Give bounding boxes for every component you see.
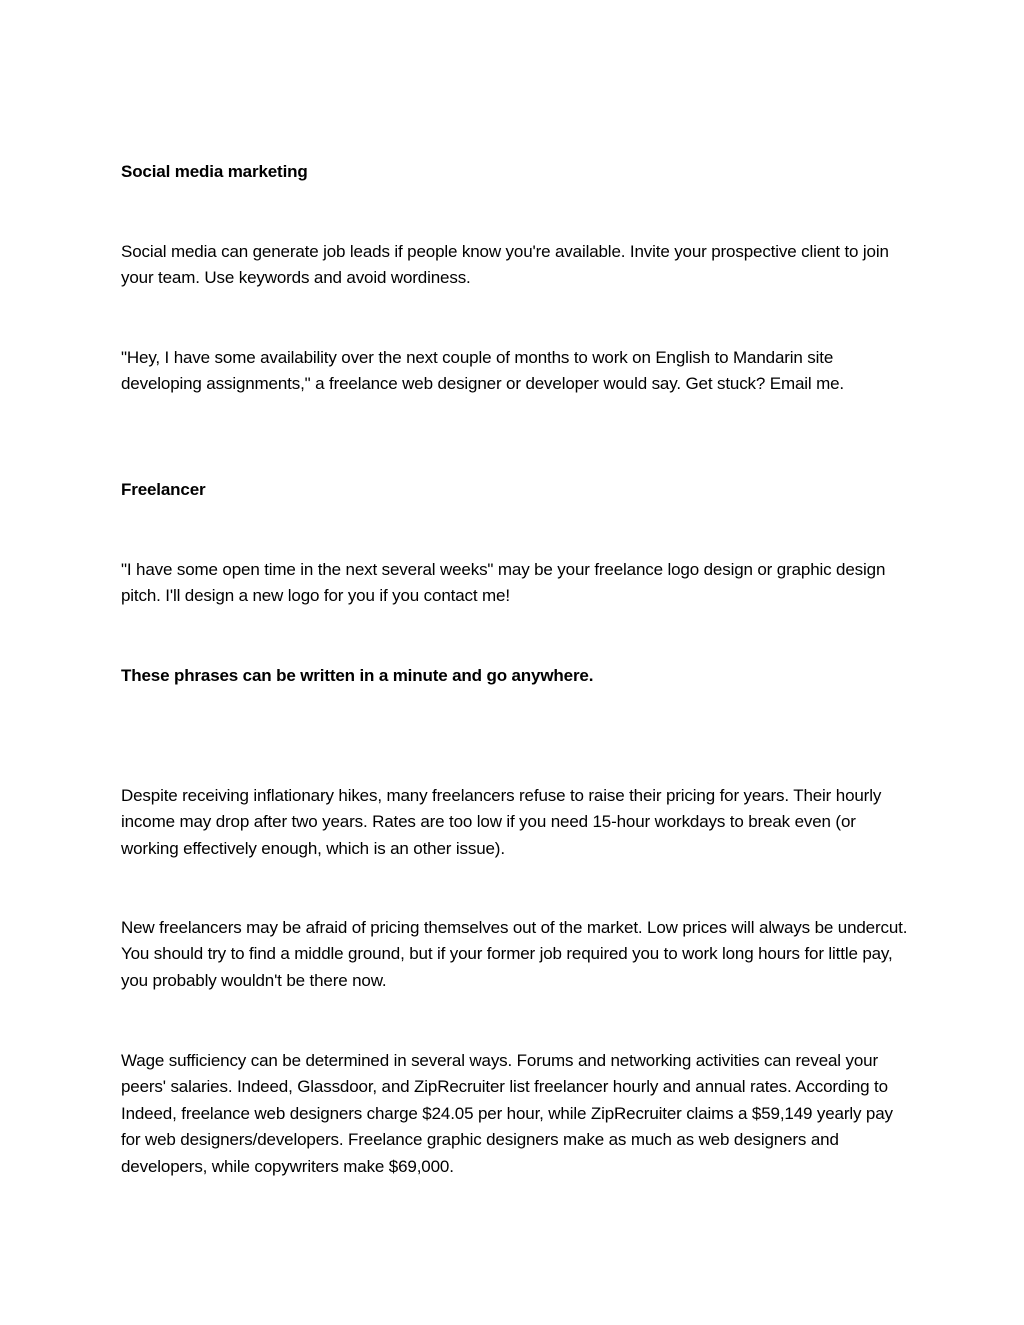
paragraph-quote-mandarin: "Hey, I have some availability over the next couple of months to work on English to Mandarin site developing assignments," a freelance web designer or developer would say. Get stuck? Email me. (121, 348, 845, 394)
paragraph-pricing: New freelancers may be afraid of pricing themselves out of the market. Low prices will always be undercut. You should try to find a middle ground, but if your former job required you to work long hours for little pay, you probably wouldn't be there now. (121, 918, 908, 990)
heading-freelancer: Freelancer (121, 480, 206, 499)
paragraph-wage: Wage sufficiency can be determined in several ways. Forums and networking activities can reveal your peers' salaries. Indeed, Glassdoor, and ZipRecruiter list freelancer hourly and annual rates. According to Indeed, freelance web designers charge $24.05 per hour, while ZipRecruiter claims a $59,149 yearly pay for web designers/developers. Freelance graphic designers make as much as web designers and developers, while copywriters make $69,000. (121, 1051, 893, 1176)
paragraph-phrases: These phrases can be written in a minute and go anywhere. (121, 666, 594, 685)
paragraph-quote-logo: "I have some open time in the next several weeks" may be your freelance logo design or graphic design pitch. I'll design a new logo for you if you contact me! (121, 560, 886, 606)
heading-social-media-marketing: Social media marketing (121, 162, 308, 181)
paragraph-inflation: Despite receiving inflationary hikes, many freelancers refuse to raise their pricing for years. Their hourly income may drop after two years. Rates are too low if you need 15-hour workdays to break even (or working effectively enough, which is an other issue). (121, 786, 882, 858)
paragraph-social-media: Social media can generate job leads if people know you're available. Invite your prospective client to join your team. Use keywords and avoid wordiness. (121, 242, 889, 288)
